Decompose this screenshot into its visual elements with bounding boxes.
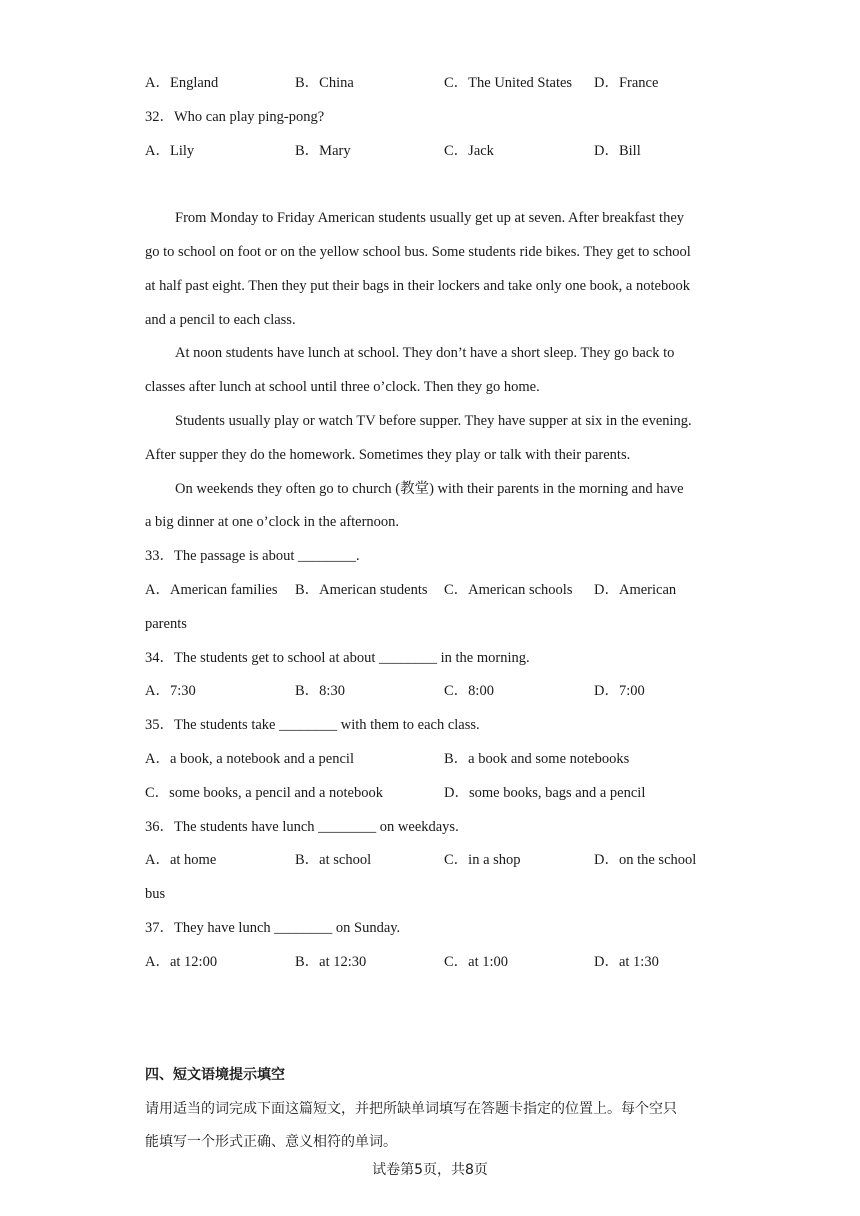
q34-option-a: A．7:30 bbox=[145, 683, 196, 699]
q32-option-d: D．Bill bbox=[594, 143, 641, 159]
q37-options bbox=[145, 952, 745, 972]
q34-option-d: D．7:00 bbox=[594, 683, 645, 699]
q34-option-c: C．8:00 bbox=[444, 683, 494, 699]
q32-options bbox=[145, 141, 745, 161]
q34-options bbox=[145, 681, 745, 701]
q33-option-d-wrap: parents bbox=[145, 616, 187, 632]
q35-option-c: C．some books, a pencil and a notebook bbox=[145, 785, 383, 801]
q31-option-a: A．England bbox=[145, 75, 219, 91]
passage-line: at half past eight. Then they put their bags in their lockers and take only one book, a notebook bbox=[145, 278, 690, 294]
q36-option-b: B．at school bbox=[295, 852, 372, 868]
q32-option-b: B．Mary bbox=[295, 143, 351, 159]
q33-option-b: B．American students bbox=[295, 582, 428, 598]
q32-option-a: A．Lily bbox=[145, 143, 195, 159]
q31-option-c: C．The United States bbox=[444, 75, 573, 91]
page-footer: 试卷第5页，共8页 bbox=[372, 1162, 488, 1178]
q36-option-d: D．on the school bbox=[594, 852, 697, 868]
passage-line: a big dinner at one o’clock in the afternoon. bbox=[145, 514, 400, 530]
q35-option-b: B．a book and some notebooks bbox=[444, 751, 630, 767]
passage-line: go to school on foot or on the yellow school bus. Some students ride bikes. They get to school bbox=[145, 244, 691, 260]
section-title: 四、短文语境提示填空 bbox=[145, 1067, 285, 1083]
passage-line: On weekends they often go to church (教堂) with their parents in the morning and have bbox=[175, 481, 684, 497]
passage-line: and a pencil to each class. bbox=[145, 312, 296, 328]
q33-option-a: A．American families bbox=[145, 582, 278, 598]
section-instructions: 能填写一个形式正确、意义相符的单词。 bbox=[145, 1134, 397, 1150]
q35-stem: 35．The students take ________ with them to each class. bbox=[145, 717, 480, 733]
passage-line: classes after lunch at school until three o’clock. Then they go home. bbox=[145, 379, 540, 395]
q33-option-d: D．American bbox=[594, 582, 677, 598]
passage-line: Students usually play or watch TV before supper. They have supper at six in the evening. bbox=[175, 413, 692, 429]
section-instructions: 请用适当的词完成下面这篇短文，并把所缺单词填写在答题卡指定的位置上。每个空只 bbox=[145, 1101, 677, 1117]
q32-option-c: C．Jack bbox=[444, 143, 494, 159]
q36-stem: 36．The students have lunch ________ on weekdays. bbox=[145, 819, 459, 835]
q37-option-b: B．at 12:30 bbox=[295, 954, 367, 970]
q37-option-a: A．at 12:00 bbox=[145, 954, 218, 970]
q31-option-d: D．France bbox=[594, 75, 659, 91]
passage-line: From Monday to Friday American students usually get up at seven. After breakfast they bbox=[175, 210, 685, 226]
q36-option-a: A．at home bbox=[145, 852, 217, 868]
q31-options bbox=[145, 73, 745, 93]
q37-stem: 37．They have lunch ________ on Sunday. bbox=[145, 920, 401, 936]
q37-option-d: D．at 1:30 bbox=[594, 954, 659, 970]
q35-options-row2 bbox=[145, 783, 745, 803]
q35-option-a: A．a book, a notebook and a pencil bbox=[145, 751, 354, 767]
q36-option-c: C．in a shop bbox=[444, 852, 521, 868]
passage-line: At noon students have lunch at school. They don’t have a short sleep. They go back to bbox=[175, 345, 675, 361]
q33-stem: 33．The passage is about ________. bbox=[145, 548, 360, 564]
q37-option-c: C．at 1:00 bbox=[444, 954, 509, 970]
q34-stem: 34．The students get to school at about ________ in the morning. bbox=[145, 650, 530, 666]
q33-options bbox=[145, 580, 745, 600]
q31-option-b: B．China bbox=[295, 75, 354, 91]
q36-options bbox=[145, 850, 745, 870]
q35-option-d: D．some books, bags and a pencil bbox=[444, 785, 646, 801]
q35-options-row1 bbox=[145, 749, 745, 769]
passage-line: After supper they do the homework. Sometimes they play or talk with their parents. bbox=[145, 447, 631, 463]
q32-stem: 32．Who can play ping-pong? bbox=[145, 109, 325, 125]
q34-option-b: B．8:30 bbox=[295, 683, 345, 699]
q33-option-c: C．American schools bbox=[444, 582, 573, 598]
q36-option-d-wrap: bus bbox=[145, 886, 166, 902]
